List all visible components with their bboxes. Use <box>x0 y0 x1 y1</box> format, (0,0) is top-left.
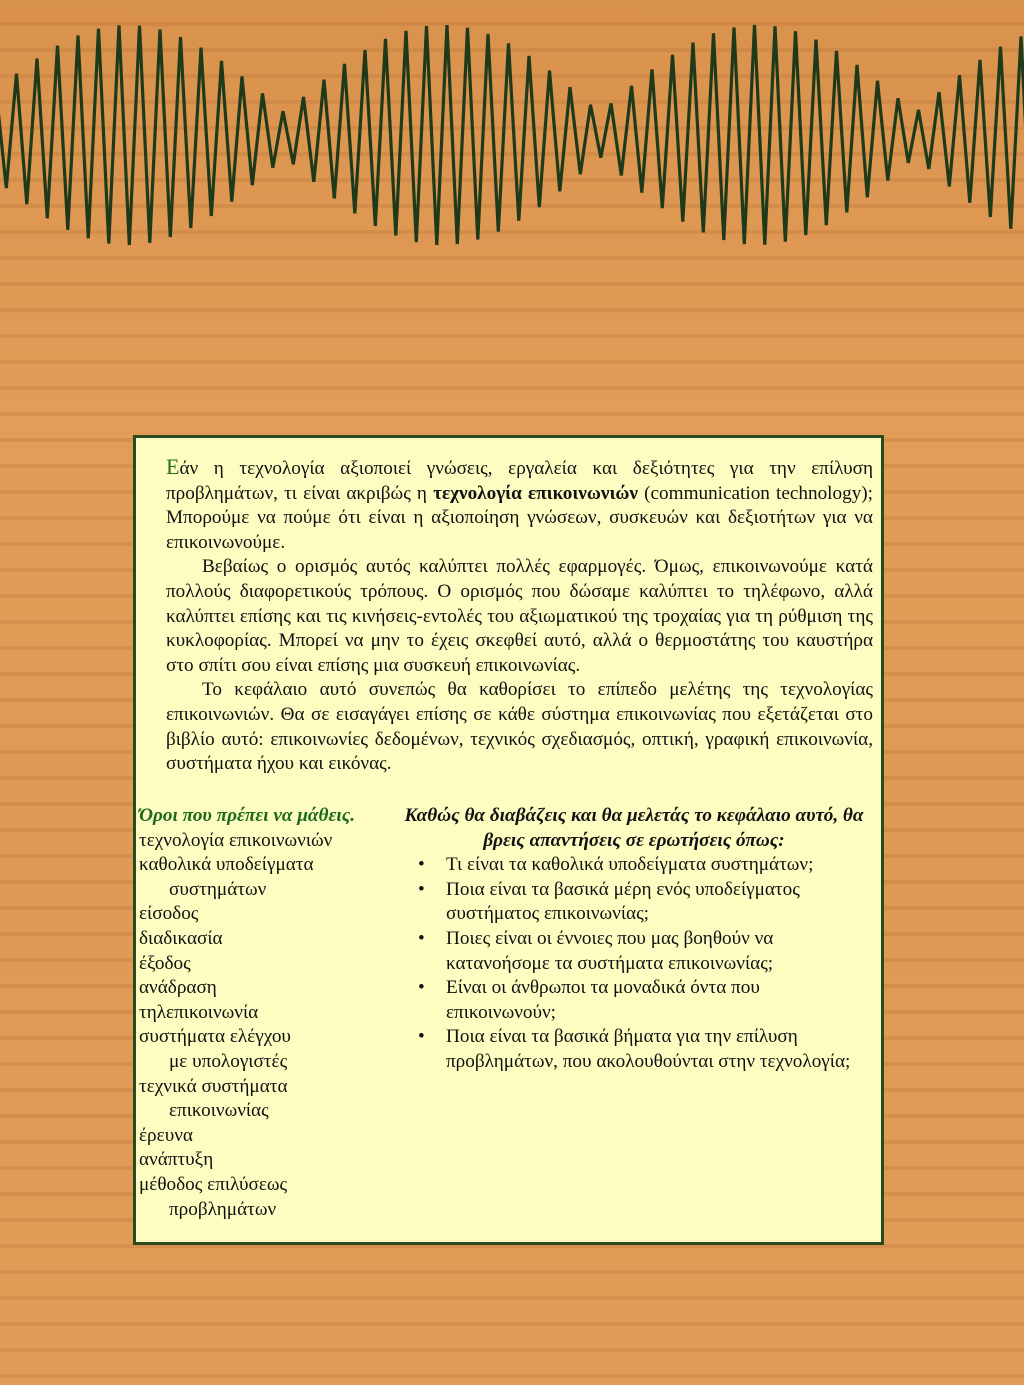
question-item <box>394 976 874 1025</box>
intro-paragraph-2: Βεβαίως ο ορισμός αυτός καλύπτει πολλές εφαρμογές. Όμως, επικοινωνούμε κατά πολλούς διαφορετικούς τρόπους. Ο ορισμός που δώσαμε καλύπτει το τηλέφωνο, αλλά καλύπτει επίσης και τις κινήσεις-εντολές του αξιωματικού της τροχαίας για τη ρύθμιση της κυκλοφορίας. Μπορεί να μην το έχεις σκεφθεί αυτό, αλλά ο θερμοστάτης του καυστήρα στο σπίτι σου είναι επίσης μια συσκευή επικοινωνίας. <box>166 556 873 676</box>
term-item: συστημάτων <box>169 878 267 900</box>
terms-header: Όροι που πρέπει να μάθεις. <box>139 805 356 826</box>
term-item: είσοδος <box>139 903 199 925</box>
intro-text <box>166 455 873 777</box>
question-item <box>394 927 874 976</box>
drop-cap: Ε <box>166 454 180 479</box>
term-item: προβλημάτων <box>169 1198 277 1220</box>
question-text: Είναι οι άνθρωποι τα μοναδικά όντα που επικοινωνούν; <box>446 977 760 1023</box>
term-item: διαδικασία <box>139 927 223 949</box>
question-item <box>394 1025 874 1074</box>
question-text: Τι είναι τα καθολικά υποδείγματα συστημάτων; <box>446 854 814 876</box>
term-item: έξοδος <box>139 952 191 974</box>
questions-header: Καθώς θα διαβάζεις και θα μελετάς το κεφάλαιο αυτό, θα βρεις απαντήσεις σε ερωτήσεις όπως: <box>404 805 864 851</box>
term-item: τεχνικά συστήματα <box>139 1075 288 1097</box>
term-item: επικοινωνίας <box>169 1100 269 1122</box>
terms-items <box>139 829 429 1223</box>
question-text: Ποια είναι τα βασικά μέρη ενός υποδείγματος συστήματος επικοινωνίας; <box>446 878 800 925</box>
question-text: Ποια είναι τα βασικά βήματα για την επίλυση προβλημάτων, που ακολουθούνται στην τεχνολογία; <box>446 1026 851 1072</box>
intro-paragraph-1: Εάν η τεχνολογία αξιοποιεί γνώσεις, εργαλεία και δεξιότητες για την επίλυση προβλημάτων, τι είναι ακριβώς η τεχνολογία επικοινωνιών (communication technology); Μπορούμε να πούμε ότι είναι η αξιοποίηση γνώσεων, συσκευών και δεξιοτήτων για να επικοινωνούμε. <box>166 454 874 553</box>
bullet-icon: • <box>418 977 425 999</box>
bullet-icon: • <box>418 854 425 876</box>
content-panel <box>133 435 884 1245</box>
term-item: μέθοδος επιλύσεως <box>139 1173 288 1195</box>
term-item: τεχνολογία επικοινωνιών <box>139 829 333 851</box>
bullet-icon: • <box>418 878 425 900</box>
questions-section <box>394 804 874 1075</box>
term-item: ανάδραση <box>139 977 217 999</box>
question-item <box>394 878 874 927</box>
term-item: έρευνα <box>139 1124 193 1146</box>
term-item: ανάπτυξη <box>139 1149 214 1171</box>
sound-wave-graphic <box>0 20 1024 250</box>
term-item: καθολικά υποδείγματα <box>139 854 314 876</box>
question-item <box>394 853 874 878</box>
bullet-icon: • <box>418 1026 425 1048</box>
term-item: συστήματα ελέγχου <box>139 1026 291 1048</box>
wave-line <box>0 25 1024 245</box>
bullet-icon: • <box>418 927 425 949</box>
question-text: Ποιες είναι οι έννοιες που μας βοηθούν να κατανοήσομε τα συστήματα επικοινωνίας; <box>446 927 774 974</box>
term-item: με υπολογιστές <box>169 1050 288 1072</box>
term-item: τηλεπικοινωνία <box>139 1001 259 1023</box>
key-term: τεχνολογία επικοινωνιών <box>433 482 638 504</box>
terms-list <box>139 804 429 1222</box>
questions-list <box>394 853 874 1074</box>
intro-paragraph-3: Το κεφάλαιο αυτό συνεπώς θα καθορίσει το επίπεδο μελέτης της τεχνολογίας επικοινωνιών. Θα σε εισαγάγει επίσης σε κάθε σύστημα επικοινωνίας που εξετάζεται στο βιβλίο αυτό: επικοινωνίες δεδομένων, τεχνικός σχεδιασμός, οπτική, γραφική επικοινωνία, συστήματα ήχου και εικόνας. <box>166 679 873 775</box>
